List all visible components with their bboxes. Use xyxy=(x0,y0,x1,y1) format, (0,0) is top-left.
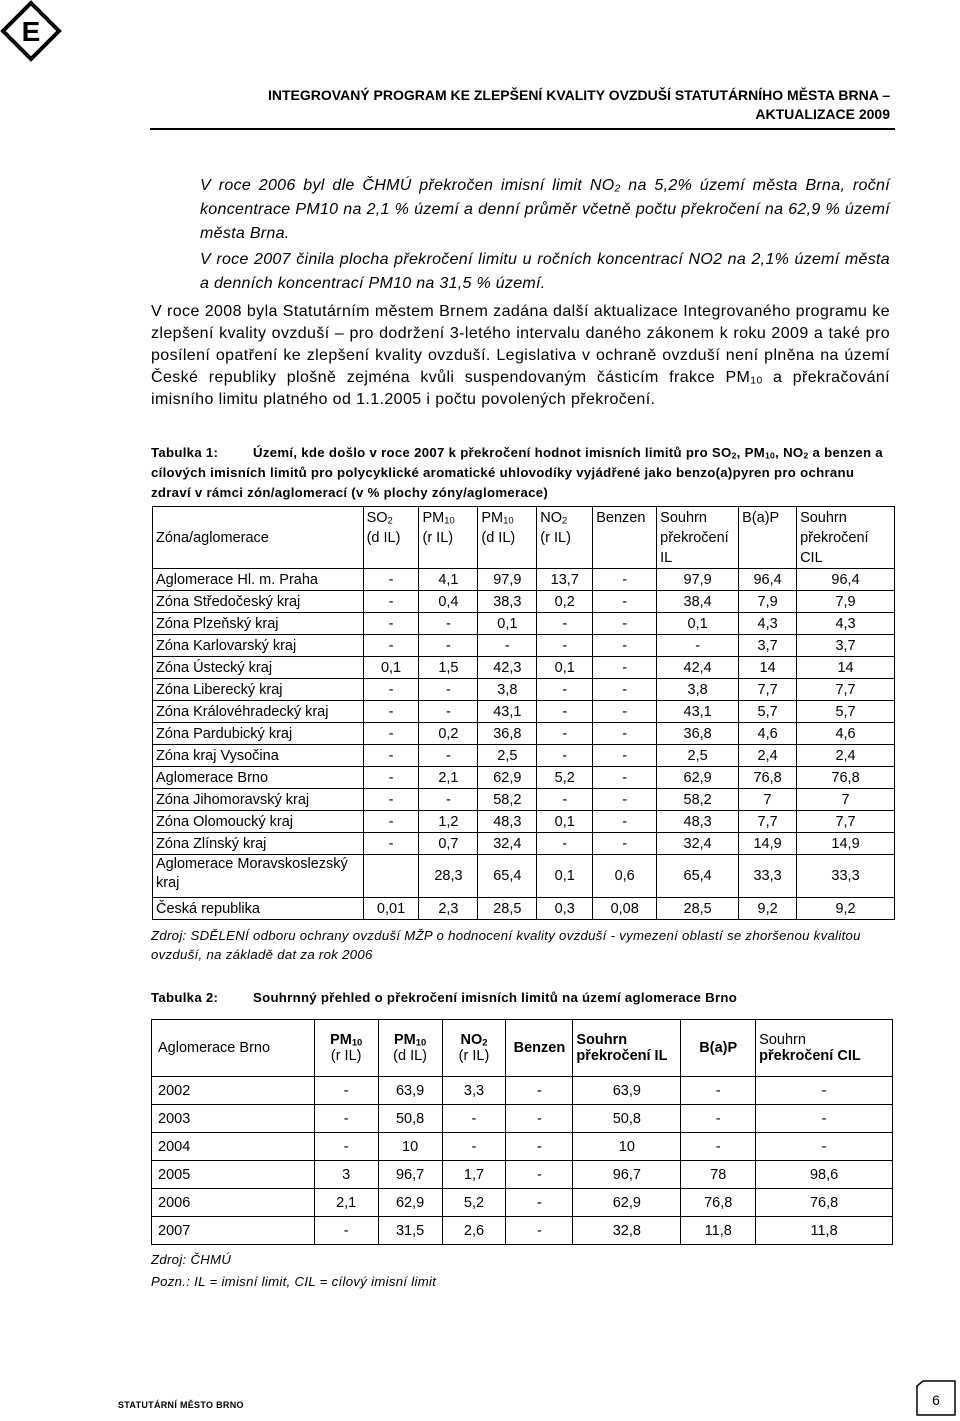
value-cell: 31,5 xyxy=(378,1217,442,1245)
value-cell: - xyxy=(537,701,593,723)
intro-paragraph-2: V roce 2007 činila plocha překročení limitu u ročních koncentrací NO2 na 2,1% území města a denních koncentrací PM10 na 31,5 % území. xyxy=(200,251,890,292)
value-cell: 0,4 xyxy=(419,591,478,613)
table2-note: Pozn.: IL = imisní limit, CIL = cílový imisní limit xyxy=(151,1274,437,1289)
t2-h-pm10r-b: (r IL) xyxy=(330,1048,362,1064)
t1-head-sum-il: Souhrn překročení IL xyxy=(657,507,739,569)
value-cell: 11,8 xyxy=(681,1217,756,1245)
t1-cap-sub1: 2 xyxy=(731,450,737,461)
value-cell: 76,8 xyxy=(756,1189,893,1217)
value-cell: - xyxy=(314,1133,378,1161)
value-cell: - xyxy=(506,1133,573,1161)
t2-h-pm10d-a: PM xyxy=(393,1032,416,1048)
value-cell: 0,1 xyxy=(537,855,593,898)
value-cell: - xyxy=(363,591,419,613)
intro-paragraph-1 xyxy=(200,174,890,246)
value-cell: 0,1 xyxy=(657,613,739,635)
value-cell: 5,7 xyxy=(797,701,895,723)
value-cell: 76,8 xyxy=(739,767,797,789)
value-cell: 0,3 xyxy=(537,898,593,920)
table1-row xyxy=(153,723,895,745)
value-cell: - xyxy=(756,1077,893,1105)
row-label-cell: Zóna Středočeský kraj xyxy=(153,591,364,613)
t1-h-so2-b: (d IL) xyxy=(366,530,401,546)
row-label-cell: 2003 xyxy=(152,1105,315,1133)
t2-head-benzen: Benzen xyxy=(506,1020,573,1077)
p3-text-a: V roce 2008 byla Statutárním městem Brnem zadána další aktualizace Integrovaného programu ke zlepšení kvality ovzduší – pro dodržení 3-letého intervalu daného zákonem k roku 2009 a také pro posílení opatření ke zlepšení kvality ovzduší. Legislativa v ochraně ovzduší není plněna na území České republiky plošně zejména kvůli suspendovaným částicím frakce PM xyxy=(151,303,890,386)
value-cell: - xyxy=(593,679,657,701)
value-cell: - xyxy=(537,789,593,811)
value-cell: 7,9 xyxy=(739,591,797,613)
row-label-cell: 2002 xyxy=(152,1077,315,1105)
value-cell: 33,3 xyxy=(739,855,797,898)
value-cell: 10 xyxy=(378,1133,442,1161)
value-cell: 7,9 xyxy=(797,591,895,613)
table2-header-row xyxy=(152,1020,893,1077)
value-cell: - xyxy=(537,745,593,767)
table1-row xyxy=(153,569,895,591)
value-cell: - xyxy=(593,635,657,657)
t2-h-pm10r-sub: 10 xyxy=(351,1036,363,1048)
value-cell: - xyxy=(537,635,593,657)
value-cell: 58,2 xyxy=(657,789,739,811)
value-cell: 33,3 xyxy=(797,855,895,898)
page-number-badge xyxy=(916,1380,956,1416)
p1-text-a: V roce 2006 byl dle ČHMÚ překročen imisní limit NO xyxy=(200,177,615,194)
value-cell: - xyxy=(756,1133,893,1161)
value-cell: - xyxy=(593,591,657,613)
value-cell: 96,7 xyxy=(573,1161,681,1189)
value-cell: 0,6 xyxy=(593,855,657,898)
intro-paragraph-3 xyxy=(151,301,890,411)
value-cell: 5,7 xyxy=(739,701,797,723)
value-cell: 14,9 xyxy=(739,833,797,855)
p3-sub: 10 xyxy=(750,375,763,387)
row-label-cell: Zóna Karlovarský kraj xyxy=(153,635,364,657)
table1-header-row xyxy=(153,507,895,569)
value-cell: 97,9 xyxy=(478,569,537,591)
value-cell: - xyxy=(506,1217,573,1245)
row-label-cell: Zóna Ústecký kraj xyxy=(153,657,364,679)
row-label-cell: 2007 xyxy=(152,1217,315,1245)
value-cell: - xyxy=(363,811,419,833)
value-cell: 9,2 xyxy=(739,898,797,920)
value-cell: 32,4 xyxy=(657,833,739,855)
value-cell: - xyxy=(537,613,593,635)
value-cell: - xyxy=(756,1105,893,1133)
value-cell: 2,4 xyxy=(797,745,895,767)
row-label-cell: Aglomerace Hl. m. Praha xyxy=(153,569,364,591)
value-cell: 1,2 xyxy=(419,811,478,833)
value-cell: - xyxy=(363,635,419,657)
table1-label: Tabulka 1: xyxy=(151,445,219,460)
value-cell: 43,1 xyxy=(657,701,739,723)
table1-row xyxy=(153,898,895,920)
document-header-title xyxy=(200,86,890,124)
row-label-cell: Zóna kraj Vysočina xyxy=(153,745,364,767)
value-cell: - xyxy=(419,613,478,635)
p1-text-b: na 5,2% území města Brna, roční koncentrace PM10 na 2,1 % území a denní průměr včetně počtu překročení na 62,9 % území města Brna. xyxy=(200,177,890,242)
value-cell: 48,3 xyxy=(478,811,537,833)
value-cell: 2,5 xyxy=(478,745,537,767)
header-divider xyxy=(150,128,895,130)
value-cell: 36,8 xyxy=(478,723,537,745)
value-cell: - xyxy=(681,1133,756,1161)
value-cell: - xyxy=(363,745,419,767)
t2-head-no2 xyxy=(442,1020,506,1077)
value-cell: - xyxy=(593,613,657,635)
table1-row xyxy=(153,811,895,833)
table1-row xyxy=(153,679,895,701)
header-title-line1: INTEGROVANÝ PROGRAM KE ZLEPŠENÍ KVALITY OVZDUŠÍ STATUTÁRNÍHO MĚSTA BRNA – xyxy=(268,87,890,103)
value-cell: - xyxy=(593,767,657,789)
value-cell xyxy=(363,855,419,898)
value-cell: 4,6 xyxy=(739,723,797,745)
value-cell: 7,7 xyxy=(739,811,797,833)
row-label-cell: 2004 xyxy=(152,1133,315,1161)
value-cell: - xyxy=(363,679,419,701)
t2-cap: Souhrnný přehled o překročení imisních limitů na území aglomerace Brno xyxy=(253,990,738,1005)
value-cell: - xyxy=(593,789,657,811)
table1-row xyxy=(153,767,895,789)
row-label-cell: Zóna Zlínský kraj xyxy=(153,833,364,855)
row-label-cell: Zóna Pardubický kraj xyxy=(153,723,364,745)
value-cell: 0,1 xyxy=(537,657,593,679)
t1-cap-sub2: 10 xyxy=(764,450,776,461)
value-cell: - xyxy=(314,1077,378,1105)
t1-head-pm10-r xyxy=(419,507,478,569)
t1-head-so2 xyxy=(363,507,419,569)
t2-h-pm10d-b: (d IL) xyxy=(393,1048,427,1064)
page-number: 6 xyxy=(932,1392,940,1408)
value-cell: - xyxy=(593,657,657,679)
table2-label: Tabulka 2: xyxy=(151,990,219,1005)
value-cell: 0,2 xyxy=(537,591,593,613)
table1-row xyxy=(153,701,895,723)
table1 xyxy=(152,506,895,920)
t2-h-sumcil-b: překročení CIL xyxy=(759,1048,861,1064)
value-cell: 28,5 xyxy=(657,898,739,920)
value-cell: - xyxy=(478,635,537,657)
value-cell: 76,8 xyxy=(681,1189,756,1217)
value-cell: - xyxy=(506,1189,573,1217)
table2-row xyxy=(152,1189,893,1217)
t1-head-benzen: Benzen xyxy=(593,507,657,569)
table1-row xyxy=(153,789,895,811)
value-cell: 4,3 xyxy=(739,613,797,635)
value-cell: 32,8 xyxy=(573,1217,681,1245)
value-cell: 0,1 xyxy=(478,613,537,635)
value-cell: 28,5 xyxy=(478,898,537,920)
value-cell: 96,7 xyxy=(378,1161,442,1189)
value-cell: 3,8 xyxy=(657,679,739,701)
value-cell: 14,9 xyxy=(797,833,895,855)
t2-head-first: Aglomerace Brno xyxy=(152,1020,315,1077)
value-cell: 63,9 xyxy=(378,1077,442,1105)
value-cell: 0,2 xyxy=(419,723,478,745)
value-cell: 2,5 xyxy=(657,745,739,767)
value-cell: 14 xyxy=(739,657,797,679)
value-cell: 0,1 xyxy=(363,657,419,679)
value-cell: 62,9 xyxy=(378,1189,442,1217)
value-cell: 4,6 xyxy=(797,723,895,745)
table2-row xyxy=(152,1105,893,1133)
t2-head-pm10-d xyxy=(378,1020,442,1077)
row-label-cell: 2005 xyxy=(152,1161,315,1189)
table1-row xyxy=(153,745,895,767)
value-cell: 4,1 xyxy=(419,569,478,591)
row-label-cell: Zóna Královéhradecký kraj xyxy=(153,701,364,723)
value-cell: 42,3 xyxy=(478,657,537,679)
city-logo-icon xyxy=(0,0,62,62)
value-cell: 2,3 xyxy=(419,898,478,920)
value-cell: 36,8 xyxy=(657,723,739,745)
value-cell: 3 xyxy=(314,1161,378,1189)
t2-head-pm10-r xyxy=(314,1020,378,1077)
value-cell: - xyxy=(363,789,419,811)
t2-head-bap: B(a)P xyxy=(681,1020,756,1077)
p3-text-b: a překračování imisního limitu platného od 1.1.2005 i počtu povolených překročení. xyxy=(151,369,891,408)
t1-head-pm10-d xyxy=(478,507,537,569)
value-cell: 65,4 xyxy=(657,855,739,898)
value-cell: - xyxy=(419,745,478,767)
t2-h-no2-b: (r IL) xyxy=(458,1048,490,1064)
table2-body xyxy=(152,1077,893,1245)
value-cell: - xyxy=(363,701,419,723)
value-cell: 62,9 xyxy=(657,767,739,789)
value-cell: 38,3 xyxy=(478,591,537,613)
value-cell: - xyxy=(419,679,478,701)
value-cell: 0,01 xyxy=(363,898,419,920)
value-cell: - xyxy=(593,745,657,767)
value-cell: 98,6 xyxy=(756,1161,893,1189)
value-cell: - xyxy=(506,1161,573,1189)
t1-cap-sub3: 2 xyxy=(803,450,809,461)
table2-source: Zdroj: ČHMÚ xyxy=(151,1252,232,1267)
value-cell: 38,4 xyxy=(657,591,739,613)
t1-head-bap: B(a)P xyxy=(739,507,797,569)
footer-city-name: STATUTÁRNÍ MĚSTO BRNO xyxy=(118,1400,244,1410)
p1-sub: 2 xyxy=(614,183,621,195)
value-cell: - xyxy=(593,723,657,745)
value-cell: 3,3 xyxy=(442,1077,506,1105)
table1-caption xyxy=(151,443,893,503)
table1-row xyxy=(153,635,895,657)
t2-h-pm10r-a: PM xyxy=(330,1032,352,1048)
value-cell: 3,8 xyxy=(478,679,537,701)
value-cell: 11,8 xyxy=(756,1217,893,1245)
value-cell: - xyxy=(314,1105,378,1133)
t1-cap-d: a benzen a cílových imisních limitů pro polycyklické aromatické uhlovodíky vyjádřené jako benzo(a)pyren pro ochranu zdraví v rámci zón/aglomerací (v % plochy zóny/aglomerace) xyxy=(151,445,883,500)
value-cell: 7 xyxy=(739,789,797,811)
value-cell: - xyxy=(681,1077,756,1105)
t2-head-sum-cil xyxy=(756,1020,893,1077)
value-cell: 28,3 xyxy=(419,855,478,898)
value-cell: 7,7 xyxy=(739,679,797,701)
value-cell: 7,7 xyxy=(797,811,895,833)
value-cell: 96,4 xyxy=(797,569,895,591)
table1-row xyxy=(153,833,895,855)
value-cell: - xyxy=(593,811,657,833)
value-cell: 1,5 xyxy=(419,657,478,679)
t1-cap-a: Území, kde došlo v roce 2007 k překročení hodnot imisních limitů pro SO xyxy=(253,445,732,460)
header-title-line2: AKTUALIZACE 2009 xyxy=(755,106,890,122)
table1-row xyxy=(153,591,895,613)
value-cell: - xyxy=(537,679,593,701)
table2-row xyxy=(152,1161,893,1189)
t1-h-no2-b: (r IL) xyxy=(540,530,571,546)
value-cell: 97,9 xyxy=(657,569,739,591)
value-cell: 50,8 xyxy=(378,1105,442,1133)
value-cell: 2,4 xyxy=(739,745,797,767)
table2-row xyxy=(152,1217,893,1245)
row-label-cell: Zóna Liberecký kraj xyxy=(153,679,364,701)
value-cell: 2,1 xyxy=(314,1189,378,1217)
t1-h-pm10r-sub: 10 xyxy=(444,514,455,526)
value-cell: - xyxy=(314,1217,378,1245)
value-cell: 0,08 xyxy=(593,898,657,920)
t1-cap-c: , NO xyxy=(775,445,804,460)
t2-h-sumcil-a: Souhrn xyxy=(759,1032,806,1048)
t1-head-sum-cil: Souhrn překročení CIL xyxy=(797,507,895,569)
t1-cap-b: , PM xyxy=(736,445,765,460)
value-cell: 76,8 xyxy=(797,767,895,789)
t1-h-pm10d-b: (d IL) xyxy=(481,530,516,546)
value-cell: 78 xyxy=(681,1161,756,1189)
t1-head-no2 xyxy=(537,507,593,569)
t1-h-no2-a: NO xyxy=(540,510,563,526)
value-cell: 7,7 xyxy=(797,679,895,701)
value-cell: - xyxy=(419,701,478,723)
value-cell: 9,2 xyxy=(797,898,895,920)
row-label-cell: Zóna Olomoucký kraj xyxy=(153,811,364,833)
value-cell: 42,4 xyxy=(657,657,739,679)
value-cell: 4,3 xyxy=(797,613,895,635)
t2-h-no2-a: NO xyxy=(460,1032,483,1048)
t1-h-pm10r-b: (r IL) xyxy=(422,530,454,546)
row-label-cell: Aglomerace Brno xyxy=(153,767,364,789)
value-cell: - xyxy=(681,1105,756,1133)
t1-h-pm10d-a: PM xyxy=(481,510,504,526)
t1-h-so2-sub: 2 xyxy=(387,514,393,526)
value-cell: 43,1 xyxy=(478,701,537,723)
t1-h-no2-sub: 2 xyxy=(562,514,568,526)
value-cell: - xyxy=(537,833,593,855)
value-cell: 2,1 xyxy=(419,767,478,789)
t1-h-so2-a: SO xyxy=(366,510,388,526)
value-cell: 48,3 xyxy=(657,811,739,833)
table1-row xyxy=(153,613,895,635)
value-cell: - xyxy=(593,569,657,591)
value-cell: - xyxy=(419,789,478,811)
t1-h-pm10r-a: PM xyxy=(422,510,445,526)
value-cell: - xyxy=(363,723,419,745)
value-cell: 96,4 xyxy=(739,569,797,591)
table1-body xyxy=(153,569,895,920)
value-cell: - xyxy=(506,1077,573,1105)
value-cell: 63,9 xyxy=(573,1077,681,1105)
t2-h-no2-sub: 2 xyxy=(482,1036,488,1048)
value-cell: 14 xyxy=(797,657,895,679)
logo-letter: E xyxy=(21,16,41,47)
table1-row xyxy=(153,855,895,898)
t2-head-sum-il: Souhrn překročení IL xyxy=(573,1020,681,1077)
row-label-cell: Česká republika xyxy=(153,898,364,920)
table2-caption xyxy=(151,988,893,1008)
value-cell: - xyxy=(506,1105,573,1133)
value-cell: - xyxy=(363,833,419,855)
value-cell: 2,6 xyxy=(442,1217,506,1245)
row-label-cell: Aglomerace Moravskoslezský kraj xyxy=(153,855,364,898)
t2-h-pm10d-sub: 10 xyxy=(415,1036,427,1048)
value-cell: - xyxy=(363,767,419,789)
value-cell: 3,7 xyxy=(797,635,895,657)
value-cell: 0,7 xyxy=(419,833,478,855)
value-cell: - xyxy=(442,1105,506,1133)
value-cell: - xyxy=(657,635,739,657)
value-cell: 1,7 xyxy=(442,1161,506,1189)
value-cell: - xyxy=(537,723,593,745)
value-cell: - xyxy=(419,635,478,657)
value-cell: 5,2 xyxy=(537,767,593,789)
table2 xyxy=(151,1019,893,1245)
value-cell: 65,4 xyxy=(478,855,537,898)
table2-row xyxy=(152,1077,893,1105)
t1-h-pm10d-sub: 10 xyxy=(503,514,514,526)
row-label-cell: Zóna Plzeňský kraj xyxy=(153,613,364,635)
value-cell: 62,9 xyxy=(478,767,537,789)
value-cell: 32,4 xyxy=(478,833,537,855)
value-cell: 0,1 xyxy=(537,811,593,833)
value-cell: 3,7 xyxy=(739,635,797,657)
row-label-cell: 2006 xyxy=(152,1189,315,1217)
value-cell: 62,9 xyxy=(573,1189,681,1217)
value-cell: 58,2 xyxy=(478,789,537,811)
value-cell: - xyxy=(593,833,657,855)
value-cell: 5,2 xyxy=(442,1189,506,1217)
table1-source: Zdroj: SDĚLENÍ odboru ochrany ovzduší MŽP o hodnocení kvality ovzduší - vymezení oblastí se zhoršenou kvalitou ovzduší, na základě dat za rok 2006 xyxy=(151,928,861,962)
t1-head-zone: Zóna/aglomerace xyxy=(153,507,364,569)
value-cell: - xyxy=(363,613,419,635)
value-cell: - xyxy=(363,569,419,591)
value-cell: 13,7 xyxy=(537,569,593,591)
value-cell: - xyxy=(442,1133,506,1161)
value-cell: 10 xyxy=(573,1133,681,1161)
table2-row xyxy=(152,1133,893,1161)
value-cell: - xyxy=(593,701,657,723)
value-cell: 7 xyxy=(797,789,895,811)
row-label-cell: Zóna Jihomoravský kraj xyxy=(153,789,364,811)
table1-row xyxy=(153,657,895,679)
value-cell: 50,8 xyxy=(573,1105,681,1133)
